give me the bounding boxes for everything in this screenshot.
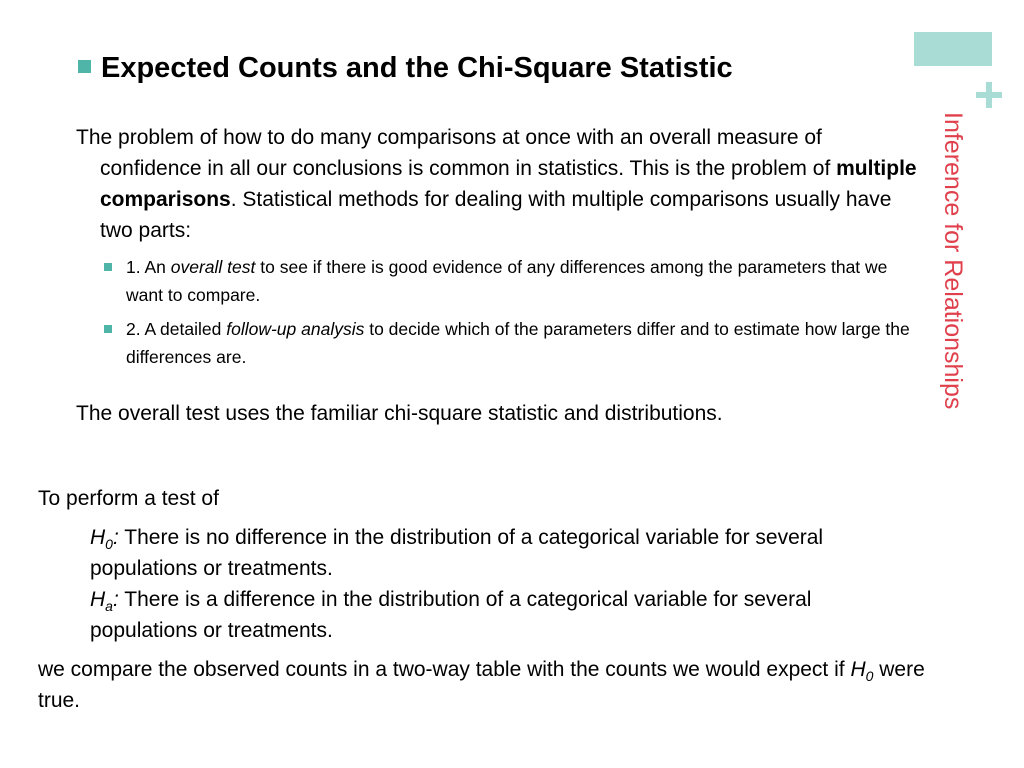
list-item-text: to decide which of the parameters differ and to estimate how large the differences are. bbox=[126, 319, 910, 367]
hypothesis-text: There is a difference in the distribution of a categorical variable for several populations or treatments. bbox=[90, 588, 812, 642]
hypothesis-subscript: a bbox=[105, 598, 113, 615]
list-item-emphasis: follow-up analysis bbox=[226, 319, 365, 339]
hypothesis-colon: : bbox=[112, 526, 119, 549]
hypothesis-subscript: 0 bbox=[865, 668, 874, 685]
hypothesis-symbol: H bbox=[90, 588, 106, 611]
list-item bbox=[104, 253, 916, 309]
intro-text-2: . Statistical methods for dealing with multiple comparisons usually have two parts: bbox=[100, 188, 892, 242]
hypothesis-colon: : bbox=[112, 588, 119, 611]
slide-heading bbox=[78, 52, 733, 85]
intro-bold-term: multiple comparisons bbox=[100, 157, 917, 211]
hypothesis-subscript: 0 bbox=[105, 536, 113, 553]
null-hypothesis bbox=[90, 522, 910, 584]
hypothesis-text: There is no difference in the distribution of a categorical variable for several populations or treatments. bbox=[90, 526, 824, 580]
alternative-hypothesis bbox=[90, 584, 910, 646]
list-item-text: 2. A detailed bbox=[126, 319, 227, 339]
list-item-emphasis: overall test bbox=[170, 257, 256, 277]
square-bullet-icon bbox=[78, 60, 91, 73]
to-perform-text: To perform a test of bbox=[38, 487, 219, 510]
conclusion-text: we compare the observed counts in a two-way table with the counts we would expect if bbox=[38, 658, 851, 681]
side-title: Inference for Relationships bbox=[939, 112, 967, 410]
conclusion-paragraph bbox=[38, 654, 938, 716]
list-item-text: 1. An bbox=[126, 257, 171, 277]
conclusion-text: were true. bbox=[38, 658, 925, 712]
hypothesis-symbol: H bbox=[90, 526, 106, 549]
list-item-text: to see if there is good evidence of any differences among the parameters that we want to compare. bbox=[126, 257, 888, 305]
accent-rectangle bbox=[914, 32, 992, 66]
list-item bbox=[104, 315, 916, 371]
square-bullet-icon bbox=[104, 263, 112, 271]
intro-paragraph bbox=[76, 122, 920, 246]
heading-text: Expected Counts and the Chi-Square Statistic bbox=[101, 52, 733, 84]
overall-test-paragraph: The overall test uses the familiar chi-square statistic and distributions. bbox=[76, 402, 723, 425]
plus-icon bbox=[976, 82, 1002, 108]
hypothesis-symbol: H bbox=[850, 658, 866, 681]
intro-text-1: The problem of how to do many comparisons at once with an overall measure of confidence in all our conclusions is common in statistics. This is the problem of bbox=[76, 126, 837, 180]
square-bullet-icon bbox=[104, 325, 112, 333]
